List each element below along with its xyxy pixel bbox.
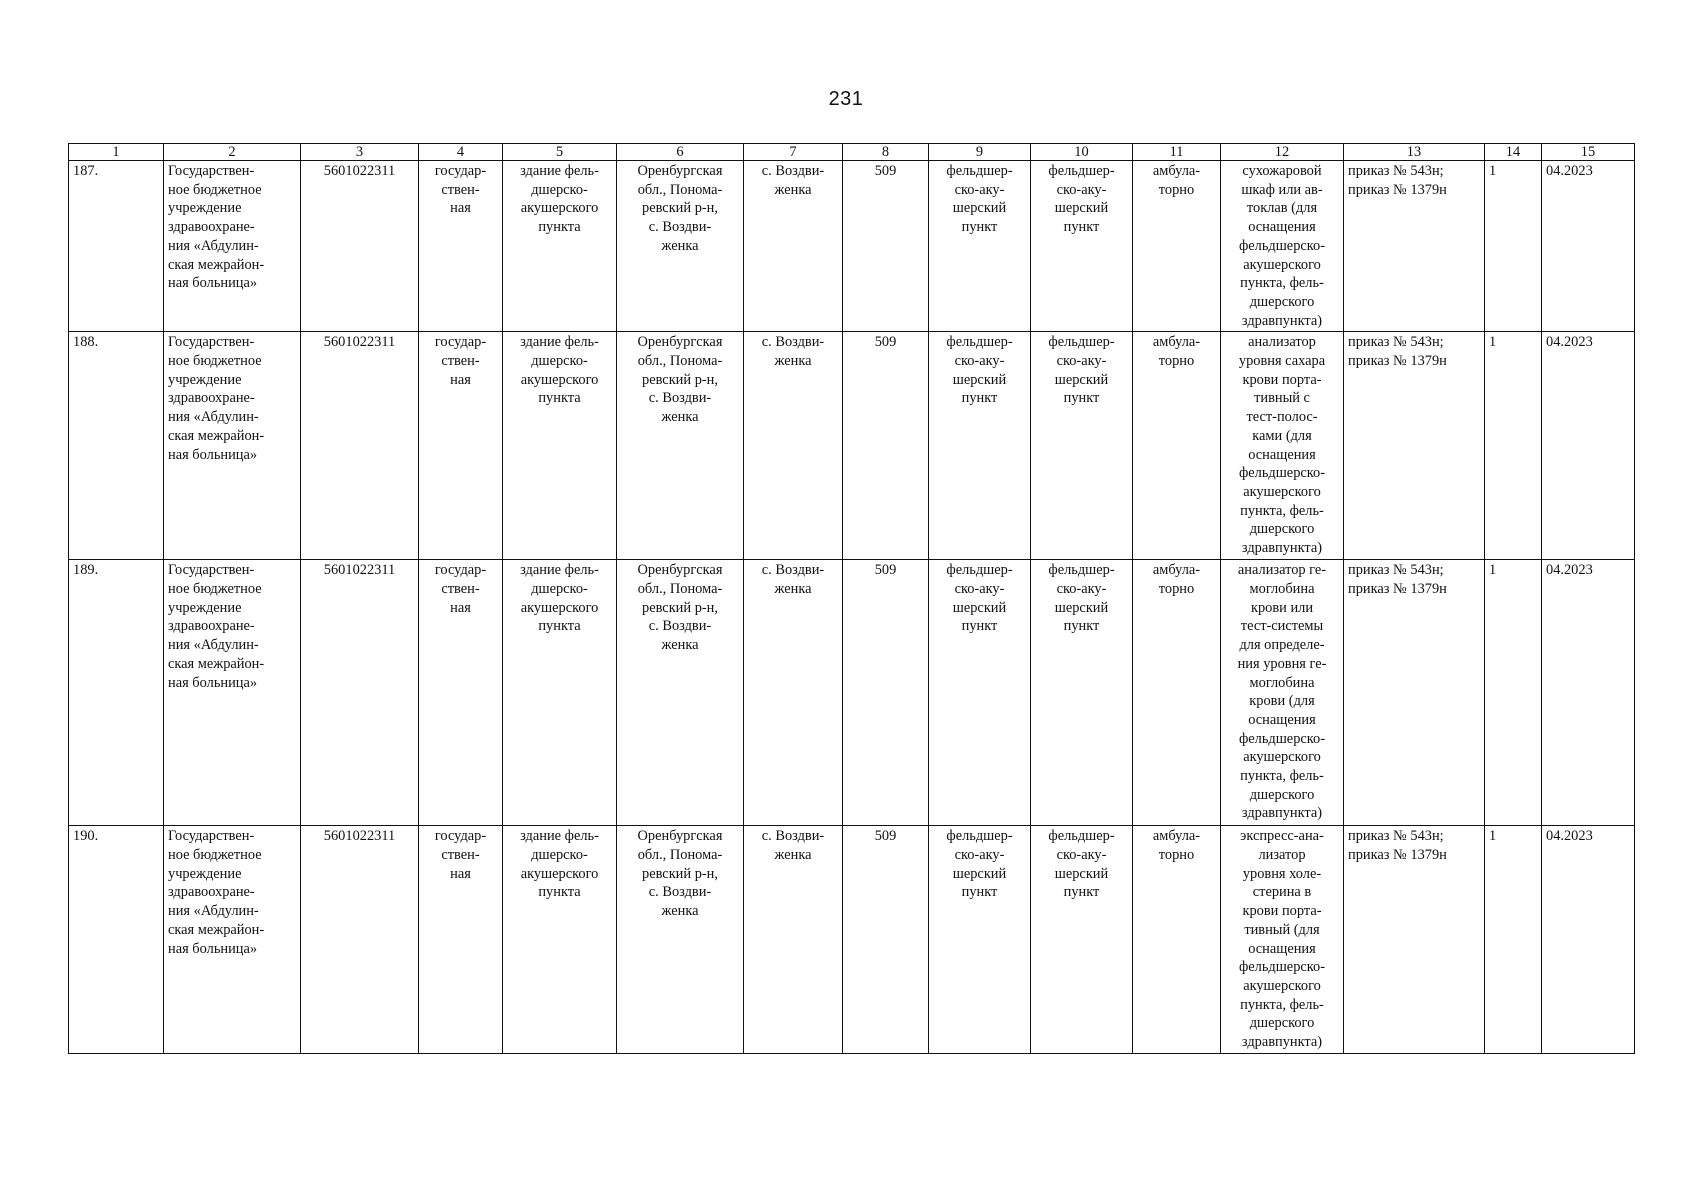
code-cell: 509 <box>843 560 929 826</box>
table-row <box>69 826 1635 1054</box>
address-cell <box>617 826 744 1054</box>
building-text: здание фель- дшерско- акушерского пункта <box>520 828 599 901</box>
code-cell: 509 <box>843 161 929 332</box>
column-header: 11 <box>1133 144 1221 161</box>
locality-text: с. Воздви- женка <box>761 562 825 598</box>
column-header: 8 <box>843 144 929 161</box>
documents-text: приказ № 543н; приказ № 1379н <box>1348 334 1447 370</box>
equipment-text: анализатор уровня сахара крови порта- тивный с тест-полос- ками (для оснащения фельдшерско- акушерского пункта, фель- дшерского здравпункта) <box>1238 334 1326 557</box>
unit-name-text: фельдшер- ско-аку- шерский пункт <box>1048 163 1115 236</box>
column-header: 4 <box>419 144 503 161</box>
quantity-cell: 1 <box>1485 560 1542 826</box>
equipment-text: сухожаровой шкаф или ав- токлав (для оснащения фельдшерско- акушерского пункта, фель- дшерского здравпункта) <box>1238 163 1326 329</box>
equipment-cell <box>1221 161 1344 332</box>
care-form-text: амбула- торно <box>1152 163 1201 198</box>
row-number-cell: 188. <box>69 332 164 560</box>
organization-cell <box>164 560 301 826</box>
care-form-text: амбула- торно <box>1152 562 1201 598</box>
table-row <box>69 332 1635 560</box>
locality-text: с. Воздви- женка <box>761 828 825 864</box>
care-form-cell <box>1133 560 1221 826</box>
unit-type-text: фельдшер- ско-аку- шерский пункт <box>946 562 1013 635</box>
care-form-cell <box>1133 332 1221 560</box>
inn-cell: 5601022311 <box>301 560 419 826</box>
row-number-cell: 190. <box>69 826 164 1054</box>
page-number: 231 <box>828 88 864 110</box>
locality-cell <box>744 332 843 560</box>
ownership-text: государ- ствен- ная <box>434 163 487 217</box>
care-form-cell <box>1133 826 1221 1054</box>
unit-type-cell <box>929 826 1031 1054</box>
column-header: 7 <box>744 144 843 161</box>
building-cell <box>503 161 617 332</box>
column-header: 10 <box>1031 144 1133 161</box>
building-cell <box>503 332 617 560</box>
organization-text: Государствен- ное бюджетное учреждение здравоохране- ния «Абдулин- ская межрайон- ная больница» <box>168 828 265 957</box>
locality-text: с. Воздви- женка <box>761 334 825 370</box>
column-number-row <box>69 144 1635 161</box>
quantity-cell: 1 <box>1485 826 1542 1054</box>
documents-cell <box>1344 560 1485 826</box>
documents-cell <box>1344 161 1485 332</box>
code-cell: 509 <box>843 826 929 1054</box>
organization-text: Государствен- ное бюджетное учреждение здравоохране- ния «Абдулин- ская межрайон- ная больница» <box>168 163 265 292</box>
organization-text: Государствен- ное бюджетное учреждение здравоохране- ния «Абдулин- ская межрайон- ная больница» <box>168 334 265 463</box>
ownership-text: государ- ствен- ная <box>434 334 487 388</box>
locality-text: с. Воздви- женка <box>761 163 825 198</box>
address-cell <box>617 332 744 560</box>
documents-cell <box>1344 826 1485 1054</box>
address-text: Оренбургская обл., Понома- ревский р-н, с. Воздви- женка <box>637 163 723 254</box>
row-number-cell: 187. <box>69 161 164 332</box>
organization-cell <box>164 826 301 1054</box>
building-text: здание фель- дшерско- акушерского пункта <box>520 163 599 236</box>
unit-name-text: фельдшер- ско-аку- шерский пункт <box>1048 828 1115 901</box>
locality-cell <box>744 560 843 826</box>
ownership-cell <box>419 161 503 332</box>
column-header: 6 <box>617 144 744 161</box>
unit-name-text: фельдшер- ско-аку- шерский пункт <box>1048 334 1115 407</box>
unit-type-cell <box>929 560 1031 826</box>
building-text: здание фель- дшерско- акушерского пункта <box>520 562 599 635</box>
date-cell: 04.2023 <box>1542 332 1635 560</box>
care-form-text: амбула- торно <box>1152 334 1201 370</box>
building-text: здание фель- дшерско- акушерского пункта <box>520 334 599 407</box>
column-header: 5 <box>503 144 617 161</box>
equipment-cell <box>1221 826 1344 1054</box>
address-text: Оренбургская обл., Понома- ревский р-н, с. Воздви- женка <box>637 562 723 654</box>
inn-cell: 5601022311 <box>301 161 419 332</box>
address-cell <box>617 161 744 332</box>
ownership-cell <box>419 560 503 826</box>
documents-cell <box>1344 332 1485 560</box>
equipment-text: экспресс-ана- лизатор уровня холе- стерина в крови порта- тивный (для оснащения фельдшерско- акушерского пункта, фель- дшерского здравпункта) <box>1238 828 1326 1051</box>
column-header: 9 <box>929 144 1031 161</box>
unit-name-cell <box>1031 161 1133 332</box>
organization-text: Государствен- ное бюджетное учреждение здравоохране- ния «Абдулин- ская межрайон- ная больница» <box>168 562 265 691</box>
quantity-cell: 1 <box>1485 161 1542 332</box>
unit-name-cell <box>1031 332 1133 560</box>
unit-name-cell <box>1031 560 1133 826</box>
ownership-cell <box>419 332 503 560</box>
table-row <box>69 560 1635 826</box>
column-header: 14 <box>1485 144 1542 161</box>
equipment-text: анализатор ге- моглобина крови или тест-системы для определе- ния уровня ге- моглобина крови (для оснащения фельдшерско- акушерского пункта, фель- дшерского здравпункта) <box>1237 562 1327 822</box>
code-cell: 509 <box>843 332 929 560</box>
building-cell <box>503 560 617 826</box>
unit-type-cell <box>929 161 1031 332</box>
care-form-cell <box>1133 161 1221 332</box>
quantity-cell: 1 <box>1485 332 1542 560</box>
locality-cell <box>744 826 843 1054</box>
equipment-cell <box>1221 560 1344 826</box>
organization-cell <box>164 332 301 560</box>
address-text: Оренбургская обл., Понома- ревский р-н, с. Воздви- женка <box>637 334 723 426</box>
ownership-text: государ- ствен- ная <box>434 562 487 616</box>
unit-type-cell <box>929 332 1031 560</box>
row-number-cell: 189. <box>69 560 164 826</box>
date-cell: 04.2023 <box>1542 826 1635 1054</box>
column-header: 1 <box>69 144 164 161</box>
building-cell <box>503 826 617 1054</box>
column-header: 12 <box>1221 144 1344 161</box>
locality-cell <box>744 161 843 332</box>
ownership-cell <box>419 826 503 1054</box>
date-cell: 04.2023 <box>1542 161 1635 332</box>
unit-name-cell <box>1031 826 1133 1054</box>
equipment-cell <box>1221 332 1344 560</box>
unit-type-text: фельдшер- ско-аку- шерский пункт <box>946 334 1013 407</box>
column-header: 3 <box>301 144 419 161</box>
organization-cell <box>164 161 301 332</box>
unit-type-text: фельдшер- ско-аку- шерский пункт <box>946 828 1013 901</box>
table-row <box>69 161 1635 332</box>
date-cell: 04.2023 <box>1542 560 1635 826</box>
address-text: Оренбургская обл., Понома- ревский р-н, с. Воздви- женка <box>637 828 723 920</box>
column-header: 2 <box>164 144 301 161</box>
unit-name-text: фельдшер- ско-аку- шерский пункт <box>1048 562 1115 635</box>
inn-cell: 5601022311 <box>301 332 419 560</box>
column-header: 13 <box>1344 144 1485 161</box>
documents-text: приказ № 543н; приказ № 1379н <box>1348 163 1447 198</box>
ownership-text: государ- ствен- ная <box>434 828 487 882</box>
documents-text: приказ № 543н; приказ № 1379н <box>1348 562 1447 598</box>
care-form-text: амбула- торно <box>1152 828 1201 864</box>
documents-text: приказ № 543н; приказ № 1379н <box>1348 828 1447 864</box>
unit-type-text: фельдшер- ско-аку- шерский пункт <box>946 163 1013 236</box>
column-header: 15 <box>1542 144 1635 161</box>
equipment-register-table <box>68 143 1635 1054</box>
address-cell <box>617 560 744 826</box>
inn-cell: 5601022311 <box>301 826 419 1054</box>
